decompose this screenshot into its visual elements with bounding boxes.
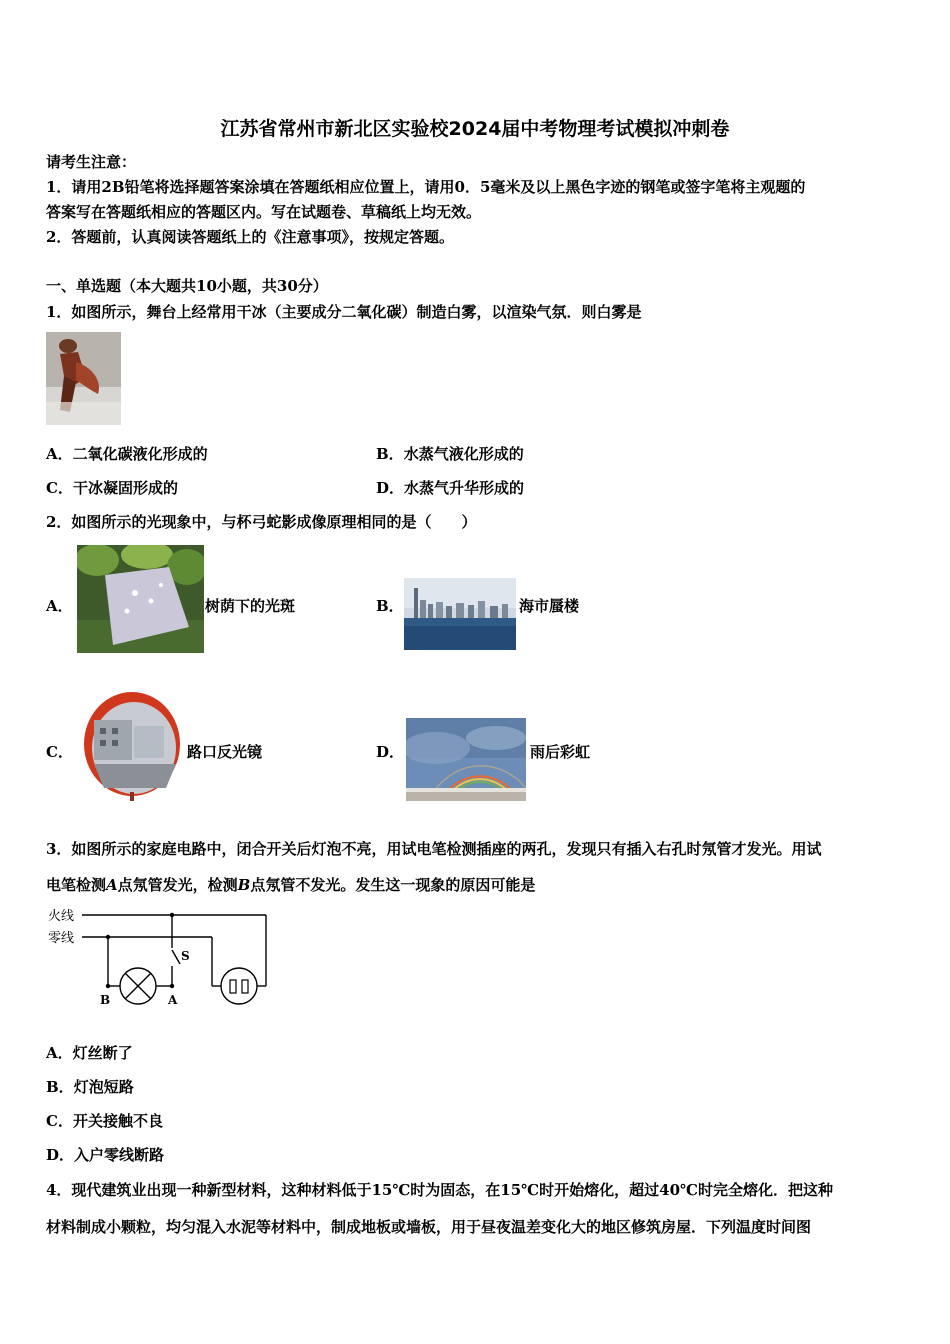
question-1-stem: 1．如图所示，舞台上经常用干冰（主要成分二氧化碳）制造白雾，以渲染气氛．则白雾是 [46,303,642,321]
q3-option-d[interactable] [46,1146,164,1164]
switch-label: S [181,949,190,963]
option-letter: C． [46,479,73,497]
stem-text: 电笔检测 [46,876,107,894]
q2-option-a-caption: 树荫下的光斑 [205,597,296,615]
option-letter: D． [376,479,405,497]
neutral-wire-label: 零线 [48,931,75,946]
point-a-label: A [106,876,118,894]
stem-text: 点氖管不发光。发生这一现象的原因可能是 [250,876,536,894]
point-b-label: B [237,876,251,894]
q2-option-a-letter[interactable]: A． [46,597,73,615]
mirage-image [404,578,516,650]
option-text: 入户零线断路 [74,1146,165,1164]
live-wire-label: 火线 [48,909,75,924]
q3-option-c[interactable] [46,1112,163,1130]
question-3-stem-line-2 [46,876,535,894]
q2-option-d-letter[interactable]: D． [376,743,405,761]
section-heading: 一、单选题（本大题共10小题，共30分） [46,277,328,295]
q3-option-a[interactable] [46,1044,133,1062]
option-text: 开关接触不良 [72,1112,163,1130]
household-circuit-diagram [44,904,274,1009]
q2-option-d-caption: 雨后彩虹 [530,743,591,761]
option-text: 水蒸气液化形成的 [403,445,524,463]
option-text: 水蒸气升华形成的 [404,479,525,497]
question-4-stem-line-2: 材料制成小颗粒，均匀混入水泥等材料中，制成地板或墙板，用于昼夜温差变化大的地区修筑房屋．下列温度时间图 [46,1218,812,1236]
option-text: 灯泡短路 [73,1078,134,1096]
q3-option-b[interactable] [46,1078,134,1096]
q1-option-a[interactable] [46,445,208,463]
q2-option-b-caption: 海市蜃楼 [519,597,580,615]
stage-fog-image [46,332,121,425]
option-letter: A． [46,1044,73,1062]
question-2-stem: 2．如图所示的光现象中，与杯弓蛇影成像原理相同的是（ ） [46,513,477,531]
question-3-stem-line-1: 3．如图所示的家庭电路中，闭合开关后灯泡不亮，用试电笔检测插座的两孔，发现只有插入右孔时氖管才发光。用试 [46,840,822,858]
q1-option-d[interactable] [376,479,524,497]
option-letter: C． [46,1112,73,1130]
notice-item-2: 2．答题前，认真阅读答题纸上的《注意事项》，按规定答题。 [46,228,454,246]
rainbow-image [406,718,526,801]
option-letter: A． [46,445,73,463]
option-letter: B． [46,1078,74,1096]
notice-item-1-line-2: 答案写在答题纸相应的答题区内。写在试题卷、草稿纸上均无效。 [46,203,482,221]
option-text: 二氧化碳液化形成的 [72,445,208,463]
point-a-diagram-label: A [168,993,178,1007]
q2-option-c-caption: 路口反光镜 [187,743,263,761]
notice-item-1-line-1: 1．请用2B铅笔将选择题答案涂填在答题纸相应位置上，请用0．5毫米及以上黑色字迹的钢笔或签字笔将主观题的 [46,178,806,196]
question-4-stem-line-1: 4．现代建筑业出现一种新型材料，这种材料低于15℃时为固态，在15℃时开始熔化，超过40℃时完全熔化．把这种 [46,1181,833,1199]
tree-shade-light-spot-image [77,545,204,653]
q2-option-c-letter[interactable]: C． [46,743,73,761]
option-text: 干冰凝固形成的 [72,479,178,497]
option-text: 灯丝断了 [72,1044,133,1062]
convex-mirror-image [80,680,184,801]
stem-text: 点氖管发光，检测 [117,876,238,894]
q1-option-b[interactable] [376,445,524,463]
q1-option-c[interactable] [46,479,178,497]
option-letter: B． [376,445,404,463]
notice-heading: 请考生注意： [46,153,137,171]
page-title: 江苏省常州市新北区实验校2024届中考物理考试模拟冲刺卷 [220,118,730,140]
point-b-diagram-label: B [100,993,111,1007]
q2-option-b-letter[interactable]: B． [376,597,404,615]
option-letter: D． [46,1146,75,1164]
